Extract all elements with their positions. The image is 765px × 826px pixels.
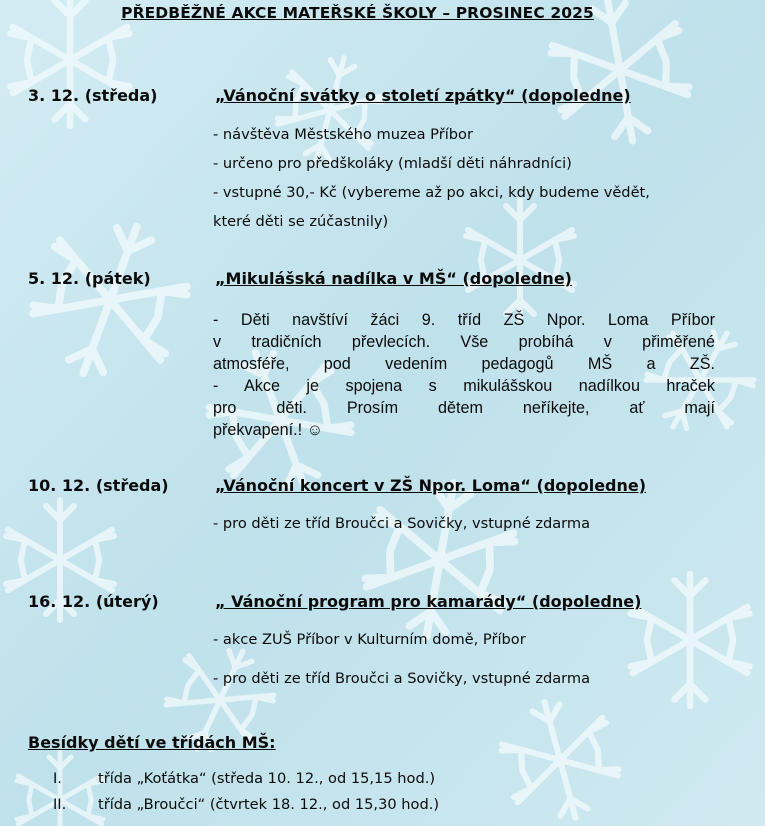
event-detail-line: - pro děti ze tříd Broučci a Sovičky, vstupné zdarma bbox=[213, 670, 591, 687]
list-item-text: třída „Broučci“ (čtvrtek 18. 12., od 15,30 hod.) bbox=[98, 796, 440, 813]
event-detail-line: - Akce je spojena s mikulášskou nadílkou hraček bbox=[213, 377, 715, 395]
event-name: „Mikulášská nadílka v MŠ“ (dopoledne) bbox=[215, 269, 572, 288]
list-item bbox=[53, 796, 439, 813]
event-detail-line: - návštěva Městského muzea Příbor bbox=[213, 126, 473, 143]
event-date: 16. 12. (úterý) bbox=[28, 592, 159, 611]
event-heading bbox=[28, 86, 631, 105]
event-detail-line: překvapení.! ☺ bbox=[213, 421, 324, 439]
event-name: „Vánoční koncert v ZŠ Npor. Loma“ (dopoledne) bbox=[215, 476, 647, 495]
event-detail-line: - Děti navštíví žáci 9. tříd ZŠ Npor. Loma Příbor bbox=[213, 311, 715, 329]
event-heading bbox=[28, 476, 646, 495]
event-date: 10. 12. (středa) bbox=[28, 476, 169, 495]
event-detail-line: - určeno pro předškoláky (mladší děti náhradníci) bbox=[213, 155, 572, 172]
page-title: PŘEDBĚŽNÉ AKCE MATEŘSKÉ ŠKOLY – PROSINEC 2025 bbox=[121, 4, 594, 22]
list-item-text: třída „Koťátka“ (středa 10. 12., od 15,15 hod.) bbox=[98, 770, 436, 787]
event-detail-line: - akce ZUŠ Příbor v Kulturním domě, Příbor bbox=[213, 631, 526, 648]
event-heading bbox=[28, 269, 572, 288]
list-item-number: II. bbox=[53, 796, 67, 813]
event-name: „Vánoční svátky o století zpátky“ (dopoledne) bbox=[215, 86, 631, 105]
event-heading bbox=[28, 592, 641, 611]
event-description bbox=[213, 309, 715, 441]
section-heading: Besídky dětí ve třídách MŠ: bbox=[28, 733, 276, 752]
list-item-number: I. bbox=[53, 770, 62, 787]
list-item bbox=[53, 770, 435, 787]
event-detail-line: - pro děti ze tříd Broučci a Sovičky, vstupné zdarma bbox=[213, 515, 591, 532]
event-date: 3. 12. (středa) bbox=[28, 86, 158, 105]
event-detail-line: pro děti. Prosím dětem neříkejte, ať mají bbox=[213, 399, 715, 417]
event-detail-line: - vstupné 30,- Kč (vybereme až po akci, kdy budeme vědět, bbox=[213, 184, 650, 201]
event-detail-line: v tradičních převlecích. Vše probíhá v přiměřené bbox=[213, 333, 715, 351]
event-detail-line: které děti se zúčastnily) bbox=[213, 213, 389, 230]
event-date: 5. 12. (pátek) bbox=[28, 269, 151, 288]
event-name: „ Vánoční program pro kamarády“ (dopoledne) bbox=[215, 592, 642, 611]
event-detail-line: atmosféře, pod vedením pedagogů MŠ a ZŠ. bbox=[213, 355, 715, 373]
